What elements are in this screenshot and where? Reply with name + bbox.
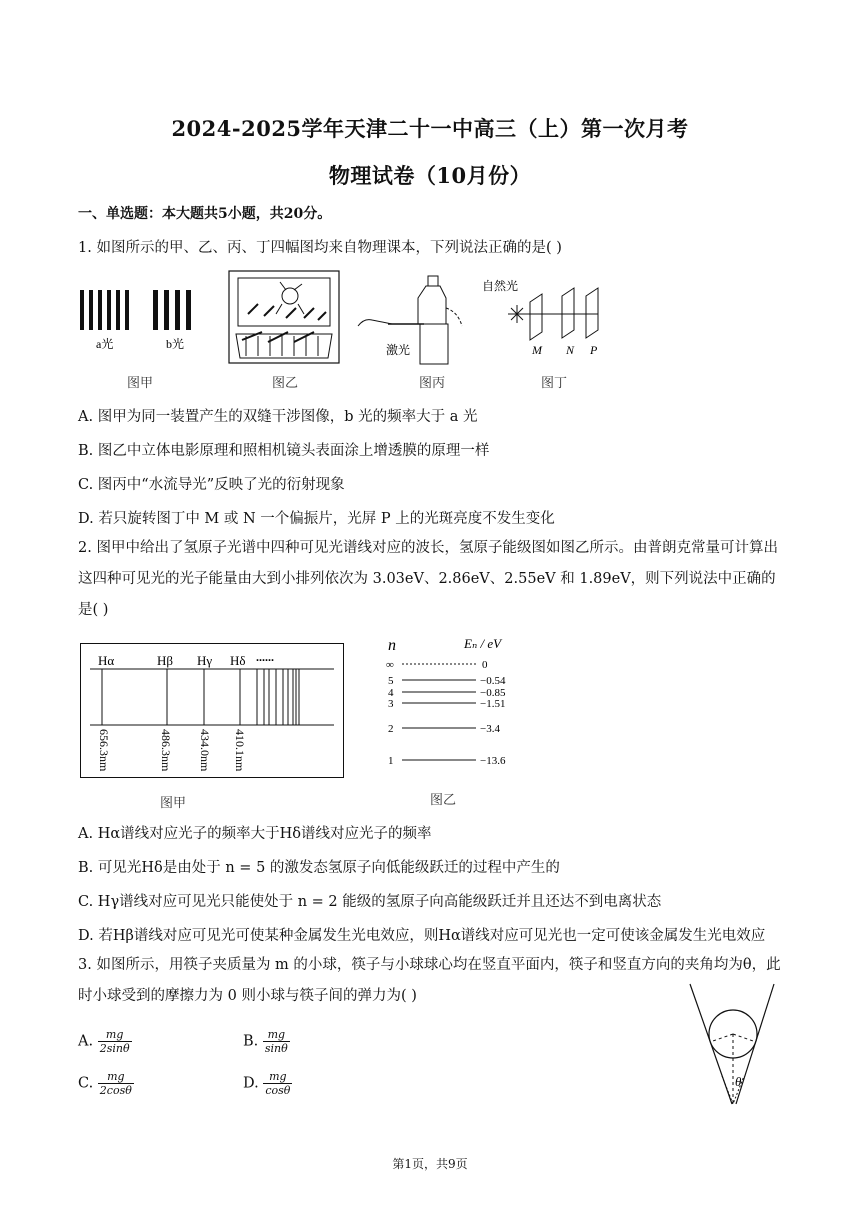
q2-option-a: A. Hα谱线对应光子的频率大于Hδ谱线对应光子的频率 (78, 826, 432, 842)
q3-option-c-letter: C. (78, 1075, 94, 1092)
q3-option-a-letter: A. (78, 1033, 94, 1050)
label-h-gamma: Hγ (197, 653, 213, 668)
wavelength-656: 656.3nm (97, 729, 111, 772)
label-h-delta: Hδ (230, 653, 246, 668)
q2-energy-levels (380, 630, 530, 770)
level-n-5: 5 (388, 675, 394, 687)
wavelength-410: 410.1nm (233, 729, 247, 772)
q1-option-d: D. 若只旋转图丁中 M 或 N 一个偏振片，光屏 P 上的光斑亮度不发生变化 (78, 511, 555, 527)
caption-spectrum: 图甲 (160, 795, 187, 810)
q2-option-b: B. 可见光Hδ是由处于 n = 5 的激发态氢原子向低能级跃迁的过程中产生的 (78, 860, 560, 876)
q3-option-b-fraction: $\frac{mg}{\sin\theta}$ (264, 1028, 288, 1055)
q3-option-b-letter: B. (243, 1033, 259, 1050)
q3-option-d (243, 1070, 292, 1097)
level-e-2: −3.4 (480, 723, 500, 735)
q3-chopsticks-figure (688, 980, 784, 1108)
level-e-1: −13.6 (480, 755, 506, 767)
q1-stem: 1. 如图所示的甲、乙、丙、丁四幅图均来自物理课本，下列说法正确的是( ) (78, 240, 562, 256)
q1-fig-ding (480, 274, 610, 358)
q1-option-a: A. 图甲为同一装置产生的双缝干涉图像，b 光的频率大于 a 光 (78, 409, 478, 425)
label-h-beta: Hβ (157, 653, 174, 668)
label-h-alpha: Hα (98, 653, 115, 668)
q1-option-b: B. 图乙中立体电影原理和照相机镜头表面涂上增透膜的原理一样 (78, 443, 490, 459)
level-n-1: 1 (388, 755, 394, 767)
wavelength-486: 486.3nm (159, 729, 173, 772)
q3-option-a-fraction: $\frac{mg}{2\sin\theta}$ (99, 1028, 130, 1055)
q3-option-b (243, 1028, 290, 1055)
exam-title: 2024-2025学年天津二十一中高三（上）第一次月考 (171, 116, 689, 141)
level-n-inf: ∞ (386, 659, 394, 671)
q3-option-c-fraction: $\frac{mg}{2\cos\theta}$ (99, 1070, 132, 1097)
q1-fig-jia (78, 288, 198, 360)
label-laser: 激光 (386, 343, 411, 357)
level-n-4: 4 (388, 687, 394, 699)
exam-subtitle: 物理试卷（10月份） (328, 163, 532, 188)
label-b-light: b光 (166, 337, 185, 351)
q2-spectrum-figure (80, 643, 344, 779)
q3-option-d-fraction: $\frac{mg}{\cos\theta}$ (265, 1070, 291, 1097)
q3-option-c (78, 1070, 134, 1097)
level-e-header: Eₙ / eV (464, 636, 502, 651)
caption-bing: 图丙 (419, 375, 446, 390)
level-n-2: 2 (388, 723, 394, 735)
q3-option-a (78, 1028, 132, 1055)
label-natural-light: 自然光 (482, 279, 519, 293)
caption-yi: 图乙 (272, 375, 299, 390)
spectrum-dots: ...... (256, 650, 274, 664)
q3-stem: 3. 如图所示，用筷子夹质量为 m 的小球，筷子与小球球心均在竖直平面内，筷子和竖直方向的夹角均为θ，此时小球受到的摩擦力为 0 则小球与筷子间的弹力为( ) (78, 957, 781, 1004)
level-e-4: −0.85 (480, 687, 506, 699)
label-P: P (590, 343, 598, 357)
caption-ding: 图丁 (541, 375, 568, 390)
q2-option-d: D. 若Hβ谱线对应可见光可使某种金属发生光电效应，则Hα谱线对应可见光也一定可使该金属发生光电效应 (78, 928, 766, 944)
wavelength-434: 434.0nm (198, 729, 212, 772)
level-e-5: −0.54 (480, 675, 506, 687)
q2-option-c: C. Hγ谱线对应可见光只能使处于 n = 2 能级的氢原子向高能级跃迁并且还达不到电离状态 (78, 894, 662, 910)
level-e-inf: 0 (482, 659, 488, 671)
label-a-light: a光 (96, 337, 114, 351)
page-footer: 第1页，共9页 (392, 1157, 468, 1171)
theta-label: θ (735, 1074, 742, 1089)
caption-jia: 图甲 (127, 375, 154, 390)
q2-stem: 2. 图甲中给出了氢原子光谱中四种可见光谱线对应的波长，氢原子能级图如图乙所示。由普朗克常量可计算出这四种可见光的光子能量由大到小排列依次为 3.03eV、2.86eV、2.55eV 和 1.89eV，则下列说法中正确的是( ) (78, 540, 778, 618)
label-M: M (532, 343, 542, 357)
section-heading: 一、单选题：本大题共5小题，共20分。 (78, 206, 332, 222)
label-N: N (566, 343, 575, 357)
level-e-3: −1.51 (480, 698, 506, 710)
q1-option-c: C. 图丙中“水流导光”反映了光的衍射现象 (78, 477, 345, 493)
level-n-header: n (388, 637, 396, 654)
caption-levels: 图乙 (430, 792, 457, 807)
level-n-3: 3 (388, 698, 394, 710)
q1-fig-yi (228, 270, 340, 364)
q3-option-d-letter: D. (243, 1075, 259, 1092)
q1-fig-bing (350, 268, 475, 368)
